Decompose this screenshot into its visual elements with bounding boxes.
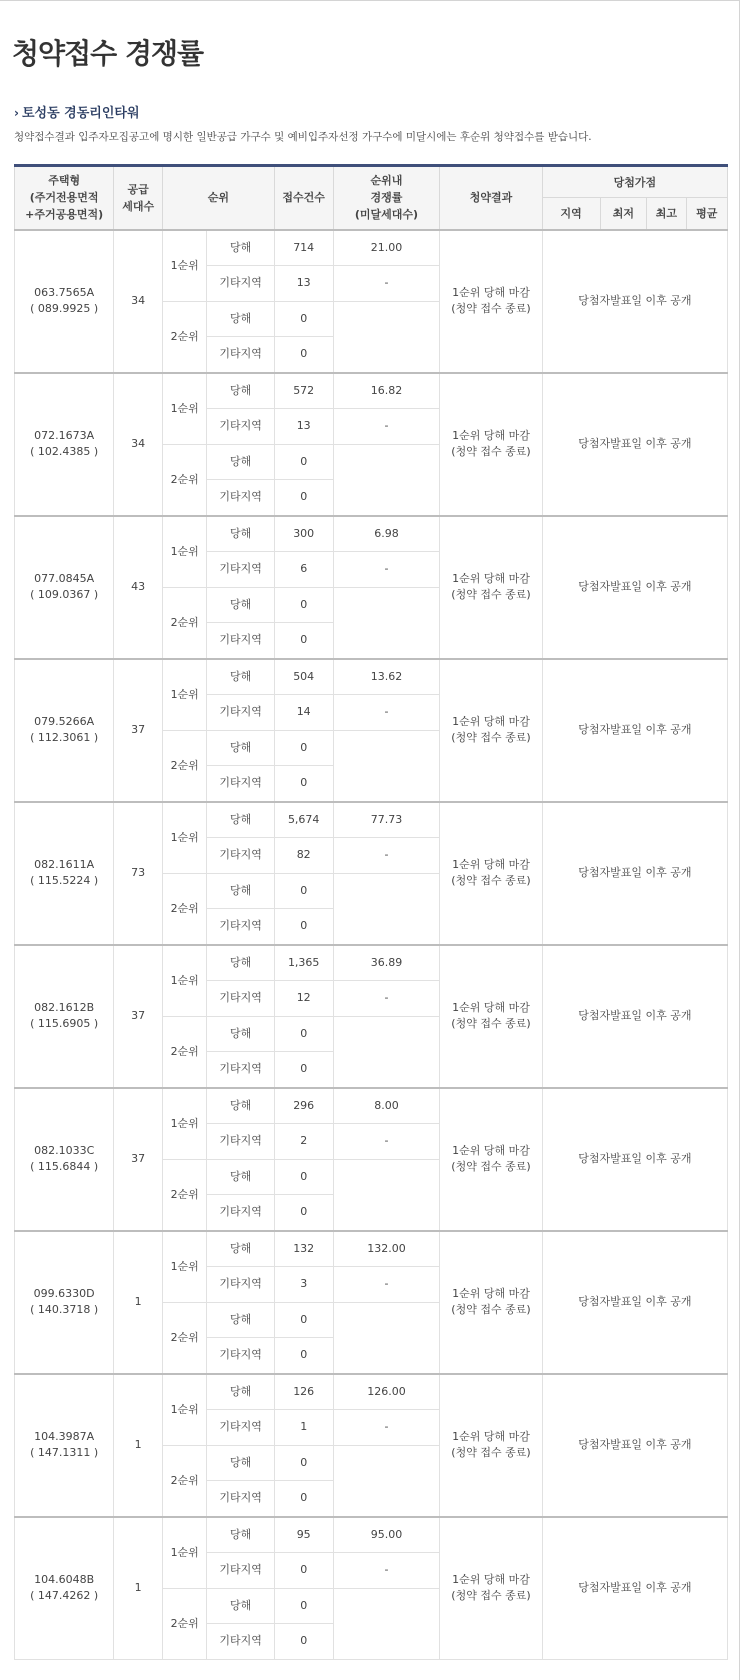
region-other-cell: 기타지역	[207, 1624, 274, 1660]
rate-cell: -	[333, 1410, 440, 1446]
rate-cell: -	[333, 838, 440, 874]
applicants-cell: 13	[274, 266, 333, 302]
house-type-cell: 072.1673A ( 102.4385 )	[15, 373, 114, 516]
rate-cell: -	[333, 695, 440, 731]
applicants-cell: 1	[274, 1410, 333, 1446]
rate-cell	[333, 587, 440, 659]
house-type-cell: 099.6330D ( 140.3718 )	[15, 1231, 114, 1374]
rank2-cell: 2순위	[162, 1159, 206, 1231]
chevron-right-icon: ›	[14, 106, 19, 120]
winning-score-cell: 당첨자발표일 이후 공개	[542, 1517, 727, 1660]
result-cell: 1순위 당해 마감 (청약 접수 종료)	[440, 945, 542, 1088]
region-local-cell: 당해	[207, 444, 274, 480]
region-other-cell: 기타지역	[207, 337, 274, 373]
region-other-cell: 기타지역	[207, 909, 274, 945]
rate-cell: -	[333, 552, 440, 588]
result-header: 청약결과	[440, 166, 542, 230]
rank1-cell: 1순위	[162, 802, 206, 874]
house-type-cell: 104.3987A ( 147.1311 )	[15, 1374, 114, 1517]
rate-cell: -	[333, 266, 440, 302]
rank2-cell: 2순위	[162, 444, 206, 516]
region-other-cell: 기타지역	[207, 552, 274, 588]
rank2-cell: 2순위	[162, 1588, 206, 1659]
notice-text: 청약접수결과 입주자모집공고에 명시한 일반공급 가구수 및 예비입주자선정 가구수에 미달시에는 후순위 청약접수를 받습니다.	[14, 131, 592, 143]
winning-score-cell: 당첨자발표일 이후 공개	[542, 802, 727, 945]
supply-count-cell: 37	[114, 1088, 163, 1231]
rate-cell: 95.00	[333, 1517, 440, 1553]
applicants-cell: 0	[274, 587, 333, 623]
region-other-cell: 기타지역	[207, 409, 274, 445]
rank2-cell: 2순위	[162, 1445, 206, 1517]
rate-cell: -	[333, 981, 440, 1017]
applicants-cell: 0	[274, 337, 333, 373]
rate-cell	[333, 1588, 440, 1659]
table-row	[15, 373, 728, 409]
applicants-cell: 0	[274, 1553, 333, 1589]
region-other-cell: 기타지역	[207, 1052, 274, 1088]
house-type-cell: 082.1611A ( 115.5224 )	[15, 802, 114, 945]
winning-region-header: 지역	[542, 198, 600, 230]
rate-cell	[333, 730, 440, 802]
applicants-cell: 2	[274, 1124, 333, 1160]
rank1-cell: 1순위	[162, 1231, 206, 1303]
applicants-cell: 0	[274, 1624, 333, 1660]
region-local-cell: 당해	[207, 587, 274, 623]
supply-count-cell: 37	[114, 659, 163, 802]
region-other-cell: 기타지역	[207, 1338, 274, 1374]
applicants-cell: 0	[274, 1481, 333, 1517]
house-type-cell: 082.1612B ( 115.6905 )	[15, 945, 114, 1088]
rate-cell: -	[333, 409, 440, 445]
table-row	[15, 516, 728, 552]
rate-cell	[333, 444, 440, 516]
region-local-cell: 당해	[207, 730, 274, 766]
region-local-cell: 당해	[207, 301, 274, 337]
rate-cell: 132.00	[333, 1231, 440, 1267]
region-other-cell: 기타지역	[207, 1124, 274, 1160]
region-local-cell: 당해	[207, 373, 274, 409]
supply-count-cell: 43	[114, 516, 163, 659]
rate-cell	[333, 1016, 440, 1088]
rank1-cell: 1순위	[162, 1517, 206, 1589]
applicants-cell: 82	[274, 838, 333, 874]
region-local-cell: 당해	[207, 945, 274, 981]
table-row	[15, 1231, 728, 1267]
supply-header: 공급 세대수	[114, 166, 163, 230]
applicants-cell: 0	[274, 1195, 333, 1231]
applicants-cell: 504	[274, 659, 333, 695]
region-local-cell: 당해	[207, 1588, 274, 1624]
region-other-cell: 기타지역	[207, 1553, 274, 1589]
supply-count-cell: 34	[114, 230, 163, 373]
table-row	[15, 945, 728, 981]
region-local-cell: 당해	[207, 1302, 274, 1338]
applicants-cell: 132	[274, 1231, 333, 1267]
region-other-cell: 기타지역	[207, 266, 274, 302]
applicants-cell: 1,365	[274, 945, 333, 981]
region-other-cell: 기타지역	[207, 1195, 274, 1231]
region-local-cell: 당해	[207, 1159, 274, 1195]
rate-cell: 36.89	[333, 945, 440, 981]
applicants-cell: 296	[274, 1088, 333, 1124]
region-other-cell: 기타지역	[207, 695, 274, 731]
region-other-cell: 기타지역	[207, 623, 274, 659]
winning-score-cell: 당첨자발표일 이후 공개	[542, 1374, 727, 1517]
supply-count-cell: 73	[114, 802, 163, 945]
rank1-cell: 1순위	[162, 1088, 206, 1160]
result-cell: 1순위 당해 마감 (청약 접수 종료)	[440, 516, 542, 659]
complex-name-text: 토성동 경동리인타워	[21, 106, 140, 121]
region-local-cell: 당해	[207, 230, 274, 266]
rate-cell: -	[333, 1553, 440, 1589]
house-type-cell: 079.5266A ( 112.3061 )	[15, 659, 114, 802]
applicants-cell: 300	[274, 516, 333, 552]
applicants-cell: 0	[274, 301, 333, 337]
house-type-cell: 104.6048B ( 147.4262 )	[15, 1517, 114, 1660]
result-cell: 1순위 당해 마감 (청약 접수 종료)	[440, 1088, 542, 1231]
rate-cell: -	[333, 1124, 440, 1160]
region-local-cell: 당해	[207, 659, 274, 695]
rank-header: 순위	[162, 166, 274, 230]
region-other-cell: 기타지역	[207, 1267, 274, 1303]
winning-score-cell: 당첨자발표일 이후 공개	[542, 1088, 727, 1231]
applicants-cell: 0	[274, 1588, 333, 1624]
rate-cell	[333, 1302, 440, 1374]
applicants-cell: 0	[274, 873, 333, 909]
applicants-cell: 0	[274, 766, 333, 802]
rate-cell: -	[333, 1267, 440, 1303]
result-cell: 1순위 당해 마감 (청약 접수 종료)	[440, 1231, 542, 1374]
region-local-cell: 당해	[207, 873, 274, 909]
rank1-cell: 1순위	[162, 1374, 206, 1446]
rank2-cell: 2순위	[162, 1302, 206, 1374]
rate-cell: 6.98	[333, 516, 440, 552]
winning-min-header: 최저	[600, 198, 647, 230]
rate-cell: 77.73	[333, 802, 440, 838]
applicants-cell: 0	[274, 1052, 333, 1088]
region-local-cell: 당해	[207, 1374, 274, 1410]
region-other-cell: 기타지역	[207, 981, 274, 1017]
table-row	[15, 659, 728, 695]
house-type-cell: 082.1033C ( 115.6844 )	[15, 1088, 114, 1231]
rank1-cell: 1순위	[162, 230, 206, 302]
supply-count-cell: 1	[114, 1517, 163, 1660]
applicants-cell: 572	[274, 373, 333, 409]
applicants-cell: 714	[274, 230, 333, 266]
rate-cell	[333, 873, 440, 945]
region-local-cell: 당해	[207, 1016, 274, 1052]
region-local-cell: 당해	[207, 802, 274, 838]
winning-score-cell: 당첨자발표일 이후 공개	[542, 659, 727, 802]
applicants-cell: 5,674	[274, 802, 333, 838]
applicants-cell: 12	[274, 981, 333, 1017]
region-other-cell: 기타지역	[207, 766, 274, 802]
result-cell: 1순위 당해 마감 (청약 접수 종료)	[440, 230, 542, 373]
table-row	[15, 1374, 728, 1410]
applicants-cell: 0	[274, 1159, 333, 1195]
house-type-header: 주택형 (주거전용면적 +주거공용면적)	[15, 166, 114, 230]
rank1-cell: 1순위	[162, 373, 206, 445]
table-row	[15, 1088, 728, 1124]
applicants-cell: 14	[274, 695, 333, 731]
table-body	[15, 230, 728, 1660]
rank2-cell: 2순위	[162, 301, 206, 373]
winning-max-header: 최고	[647, 198, 686, 230]
winning-score-cell: 당첨자발표일 이후 공개	[542, 516, 727, 659]
rate-header: 순위내 경쟁률 (미달세대수)	[333, 166, 440, 230]
rank1-cell: 1순위	[162, 659, 206, 731]
winning-score-header: 당첨가점	[542, 166, 727, 198]
rate-cell: 126.00	[333, 1374, 440, 1410]
applicants-cell: 0	[274, 1338, 333, 1374]
region-local-cell: 당해	[207, 1231, 274, 1267]
result-cell: 1순위 당해 마감 (청약 접수 종료)	[440, 1517, 542, 1660]
applicants-cell: 6	[274, 552, 333, 588]
result-cell: 1순위 당해 마감 (청약 접수 종료)	[440, 373, 542, 516]
result-cell: 1순위 당해 마감 (청약 접수 종료)	[440, 1374, 542, 1517]
winning-score-cell: 당첨자발표일 이후 공개	[542, 230, 727, 373]
rank1-cell: 1순위	[162, 945, 206, 1017]
supply-count-cell: 37	[114, 945, 163, 1088]
table-row	[15, 230, 728, 266]
house-type-cell: 063.7565A ( 089.9925 )	[15, 230, 114, 373]
applicants-cell: 126	[274, 1374, 333, 1410]
applicants-cell: 95	[274, 1517, 333, 1553]
winning-score-cell: 당첨자발표일 이후 공개	[542, 945, 727, 1088]
winning-score-cell: 당첨자발표일 이후 공개	[542, 1231, 727, 1374]
region-local-cell: 당해	[207, 1445, 274, 1481]
applicants-cell: 0	[274, 623, 333, 659]
applicants-cell: 0	[274, 1302, 333, 1338]
rank1-cell: 1순위	[162, 516, 206, 588]
applicants-cell: 0	[274, 1016, 333, 1052]
supply-count-cell: 1	[114, 1231, 163, 1374]
region-other-cell: 기타지역	[207, 1481, 274, 1517]
region-other-cell: 기타지역	[207, 838, 274, 874]
result-cell: 1순위 당해 마감 (청약 접수 종료)	[440, 659, 542, 802]
applicants-cell: 0	[274, 480, 333, 516]
frame-top-border	[0, 0, 740, 1]
winning-avg-header: 평균	[686, 198, 728, 230]
competition-rate-table	[14, 164, 728, 1660]
rate-cell	[333, 301, 440, 373]
region-other-cell: 기타지역	[207, 480, 274, 516]
rate-cell: 13.62	[333, 659, 440, 695]
applicants-cell: 13	[274, 409, 333, 445]
applicants-cell: 3	[274, 1267, 333, 1303]
page-title: 청약접수 경쟁률	[12, 37, 204, 70]
rank2-cell: 2순위	[162, 873, 206, 945]
applicants-cell: 0	[274, 1445, 333, 1481]
region-local-cell: 당해	[207, 516, 274, 552]
rank2-cell: 2순위	[162, 587, 206, 659]
rank2-cell: 2순위	[162, 730, 206, 802]
region-other-cell: 기타지역	[207, 1410, 274, 1446]
applicants-header: 접수건수	[274, 166, 333, 230]
table-row	[15, 802, 728, 838]
supply-count-cell: 34	[114, 373, 163, 516]
complex-name	[14, 102, 140, 121]
applicants-cell: 0	[274, 730, 333, 766]
region-local-cell: 당해	[207, 1088, 274, 1124]
region-local-cell: 당해	[207, 1517, 274, 1553]
rate-cell: 8.00	[333, 1088, 440, 1124]
applicants-cell: 0	[274, 444, 333, 480]
rate-cell: 16.82	[333, 373, 440, 409]
supply-count-cell: 1	[114, 1374, 163, 1517]
applicants-cell: 0	[274, 909, 333, 945]
table-row	[15, 1517, 728, 1553]
house-type-cell: 077.0845A ( 109.0367 )	[15, 516, 114, 659]
rate-cell: 21.00	[333, 230, 440, 266]
rank2-cell: 2순위	[162, 1016, 206, 1088]
rate-cell	[333, 1159, 440, 1231]
rate-cell	[333, 1445, 440, 1517]
result-cell: 1순위 당해 마감 (청약 접수 종료)	[440, 802, 542, 945]
winning-score-cell: 당첨자발표일 이후 공개	[542, 373, 727, 516]
